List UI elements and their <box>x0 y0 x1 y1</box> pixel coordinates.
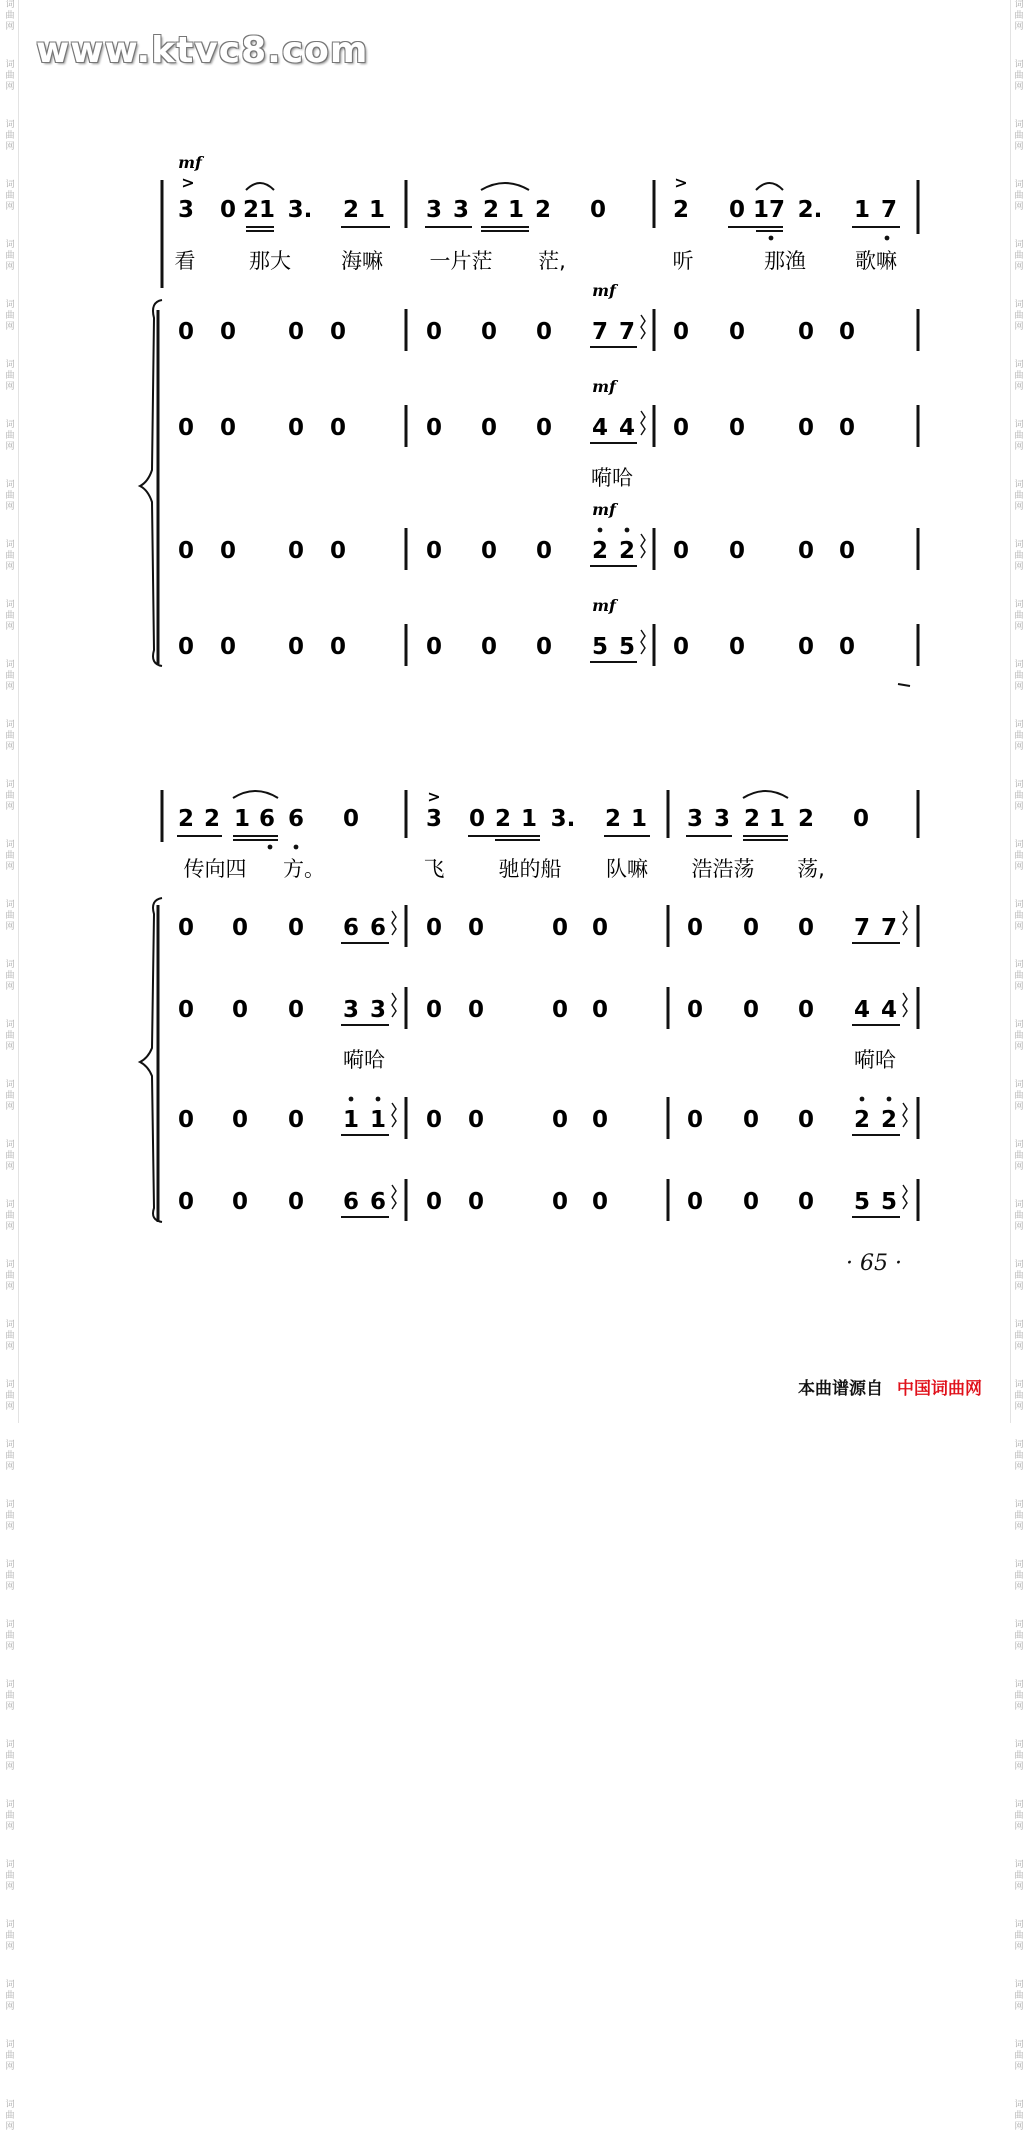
margin-watermark-text: 词 曲 网 <box>5 960 15 992</box>
margin-watermark-text: 词 曲 网 <box>1014 1020 1024 1052</box>
chorus-note: 0 <box>329 415 347 441</box>
margin-watermark-text: 词 曲 网 <box>1014 360 1024 392</box>
melody-note: 6 <box>258 806 276 832</box>
lyric: 看 <box>174 249 196 273</box>
chorus-note: 0 <box>480 538 498 564</box>
chorus-note: 0 <box>177 997 195 1023</box>
chorus-note: 0 <box>535 538 553 564</box>
chorus-note: 0 <box>838 538 856 564</box>
chorus-note: 0 <box>231 915 249 941</box>
lyric: 飞 <box>423 857 445 881</box>
chorus-note: 5 <box>591 634 609 660</box>
chorus-note: 0 <box>467 1189 485 1215</box>
margin-watermark-text: 词 曲 网 <box>1014 1200 1024 1232</box>
accent-mark: > <box>427 787 441 806</box>
chorus-note: 0 <box>329 319 347 345</box>
chorus-note: 0 <box>231 997 249 1023</box>
margin-watermark-text: 词 曲 网 <box>1014 1320 1024 1352</box>
high-octave-dot <box>598 528 603 533</box>
chorus-note: 0 <box>467 915 485 941</box>
low-octave-dot <box>769 236 774 241</box>
margin-watermark-text: 词 曲 网 <box>5 300 15 332</box>
melody-note: 0 <box>219 197 237 223</box>
footer-brand: 中国词曲网 <box>897 1379 982 1399</box>
lyric: 方。 <box>283 857 325 881</box>
melody-note: 2 <box>342 197 360 223</box>
chorus-note: 0 <box>425 1189 443 1215</box>
voice-dynamic: mf <box>592 596 616 615</box>
margin-watermark-text: 词 曲 网 <box>1014 300 1024 332</box>
margin-watermark-text: 词 曲 网 <box>5 1560 15 1592</box>
margin-watermark-text: 词 曲 网 <box>5 1140 15 1172</box>
margin-watermark-text: 词 曲 网 <box>1014 480 1024 512</box>
voice-dynamic: mf <box>592 281 616 300</box>
breath-mark <box>641 315 645 339</box>
melody-note: 1 <box>507 197 525 223</box>
chorus-note: 4 <box>853 997 871 1023</box>
lyric: 队嘛 <box>606 857 648 881</box>
chorus-note: 2 <box>591 538 609 564</box>
chorus-note: 0 <box>480 634 498 660</box>
chorus-note: 0 <box>728 634 746 660</box>
chorus-note: 0 <box>287 1107 305 1133</box>
stray-mark <box>898 684 910 686</box>
breath-mark <box>641 630 645 654</box>
chorus-note: 6 <box>342 1189 360 1215</box>
chorus-note: 0 <box>480 415 498 441</box>
melody-note: 3. <box>550 806 576 832</box>
chorus-note: 0 <box>797 1189 815 1215</box>
slur <box>481 183 529 190</box>
margin-watermark-text: 词 曲 网 <box>5 1860 15 1892</box>
chorus-note: 0 <box>425 915 443 941</box>
margin-watermark-text: 词 曲 网 <box>1014 1680 1024 1712</box>
melody-note: 0 <box>589 197 607 223</box>
melody-note: 3 <box>177 197 195 223</box>
margin-watermark-text: 词 曲 网 <box>5 1320 15 1352</box>
chorus-note: 6 <box>369 1189 387 1215</box>
breath-mark <box>392 911 396 935</box>
chorus-note: 0 <box>591 1107 609 1133</box>
margin-watermark-text: 词 曲 网 <box>1014 1800 1024 1832</box>
chorus-note: 0 <box>219 319 237 345</box>
lyric: 海嘛 <box>341 249 383 273</box>
chorus-note: 0 <box>425 1107 443 1133</box>
melody-note: 17 <box>752 197 786 223</box>
margin-watermark-text: 词 曲 网 <box>1014 1620 1024 1652</box>
high-octave-dot <box>860 1097 865 1102</box>
low-octave-dot <box>294 845 299 850</box>
chorus-note: 3 <box>342 997 360 1023</box>
chorus-note: 0 <box>672 634 690 660</box>
margin-watermark-text: 词 曲 网 <box>5 480 15 512</box>
lyric: 浩浩荡 <box>691 857 755 881</box>
margin-watermark-text: 词 曲 网 <box>5 0 15 32</box>
melody-note: 0 <box>728 197 746 223</box>
margin-watermark-text: 词 曲 网 <box>1014 2100 1024 2132</box>
chorus-note: 0 <box>219 538 237 564</box>
lyric: 传向四 <box>183 857 247 881</box>
margin-watermark-text: 词 曲 网 <box>1014 1740 1024 1772</box>
chorus-note: 0 <box>672 319 690 345</box>
margin-watermark-text: 词 曲 网 <box>1014 1920 1024 1952</box>
chorus-note: 0 <box>467 1107 485 1133</box>
melody-note: 2 <box>203 806 221 832</box>
chorus-note: 0 <box>551 915 569 941</box>
margin-watermark-text: 词 曲 网 <box>5 1920 15 1952</box>
melody-note: 3 <box>713 806 731 832</box>
chorus-note: 0 <box>177 1107 195 1133</box>
chorus-note: 0 <box>425 319 443 345</box>
margin-watermark-text: 词 曲 网 <box>5 420 15 452</box>
margin-watermark-text: 词 曲 网 <box>1014 1980 1024 2012</box>
chorus-note: 0 <box>838 319 856 345</box>
margin-watermark-text: 词 曲 网 <box>1014 1860 1024 1892</box>
melody-note: 21 <box>242 197 276 223</box>
chorus-note: 0 <box>535 415 553 441</box>
chorus-note: 4 <box>618 415 636 441</box>
lyric: 荡, <box>797 857 825 881</box>
margin-watermark-text: 词 曲 网 <box>5 1260 15 1292</box>
margin-watermark-text: 词 曲 网 <box>1014 960 1024 992</box>
chorus-note: 1 <box>342 1107 360 1133</box>
margin-watermark-text: 词 曲 网 <box>5 1800 15 1832</box>
margin-watermark-text: 词 曲 网 <box>1014 1560 1024 1592</box>
chorus-note: 0 <box>329 634 347 660</box>
margin-watermark-text: 词 曲 网 <box>5 1980 15 2012</box>
source-footer <box>798 1374 982 1399</box>
margin-watermark-text: 词 曲 网 <box>1014 660 1024 692</box>
lyric: 歌嘛 <box>855 249 897 273</box>
melody-note: 3 <box>425 806 443 832</box>
margin-watermark-text: 词 曲 网 <box>5 660 15 692</box>
low-octave-dot <box>268 845 273 850</box>
margin-watermark-text: 词 曲 网 <box>5 2100 15 2132</box>
margin-watermark-text: 词 曲 网 <box>5 1080 15 1112</box>
margin-watermark-text: 词 曲 网 <box>5 1740 15 1772</box>
margin-watermark-text: 词 曲 网 <box>1014 420 1024 452</box>
lyric: 听 <box>672 249 694 273</box>
breath-mark <box>903 911 907 935</box>
margin-watermark-text: 词 曲 网 <box>5 840 15 872</box>
margin-watermark-text: 词 曲 网 <box>1014 60 1024 92</box>
breath-mark <box>903 993 907 1017</box>
chorus-note: 2 <box>618 538 636 564</box>
chorus-note: 7 <box>591 319 609 345</box>
melody-note: 1 <box>768 806 786 832</box>
chorus-note: 0 <box>797 319 815 345</box>
melody-note: 1 <box>853 197 871 223</box>
chorus-note: 5 <box>618 634 636 660</box>
margin-watermark-text: 词 曲 网 <box>1014 780 1024 812</box>
margin-watermark-text: 词 曲 网 <box>5 1380 15 1412</box>
chorus-note: 0 <box>425 415 443 441</box>
margin-watermark-text: 词 曲 网 <box>5 540 15 572</box>
chorus-note: 2 <box>880 1107 898 1133</box>
margin-watermark-text: 词 曲 网 <box>5 600 15 632</box>
chorus-note: 0 <box>797 915 815 941</box>
melody-note: 2 <box>743 806 761 832</box>
margin-watermark-text: 词 曲 网 <box>1014 900 1024 932</box>
breath-mark <box>903 1185 907 1209</box>
margin-watermark-text: 词 曲 网 <box>5 2040 15 2072</box>
chorus-note: 0 <box>591 1189 609 1215</box>
chorus-note: 0 <box>742 1107 760 1133</box>
slur <box>246 183 274 190</box>
melody-note: 2 <box>797 806 815 832</box>
breath-mark <box>641 411 645 435</box>
melody-note: 0 <box>852 806 870 832</box>
chorus-note: 0 <box>177 915 195 941</box>
chorus-note: 0 <box>551 1107 569 1133</box>
melody-note: 1 <box>520 806 538 832</box>
chorus-note: 7 <box>853 915 871 941</box>
chorus-note: 0 <box>425 997 443 1023</box>
margin-watermark-text: 词 曲 网 <box>1014 0 1024 32</box>
margin-watermark-text: 词 曲 网 <box>1014 1140 1024 1172</box>
chorus-note: 0 <box>742 997 760 1023</box>
chorus-note: 0 <box>535 319 553 345</box>
chorus-note: 0 <box>686 997 704 1023</box>
margin-watermark-text: 词 曲 网 <box>5 780 15 812</box>
melody-note: 2 <box>494 806 512 832</box>
margin-watermark-text: 词 曲 网 <box>1014 120 1024 152</box>
chorus-note: 0 <box>219 415 237 441</box>
chorus-note: 0 <box>728 538 746 564</box>
chorus-note: 0 <box>287 319 305 345</box>
breath-mark <box>392 993 396 1017</box>
margin-watermark-text: 词 曲 网 <box>5 120 15 152</box>
chorus-note: 6 <box>369 915 387 941</box>
margin-watermark-text: 词 曲 网 <box>5 1020 15 1052</box>
page-number: · 65 · <box>846 1251 902 1276</box>
accent-mark: > <box>181 173 195 192</box>
chorus-note: 5 <box>880 1189 898 1215</box>
margin-watermark-text: 词 曲 网 <box>1014 1260 1024 1292</box>
chorus-note: 0 <box>231 1189 249 1215</box>
chorus-note: 6 <box>342 915 360 941</box>
lyric: 驰的船 <box>498 857 562 881</box>
chorus-note: 0 <box>838 415 856 441</box>
chorus-note: 0 <box>672 415 690 441</box>
chorus-note: 0 <box>425 538 443 564</box>
margin-watermark-text: 词 曲 网 <box>1014 1500 1024 1532</box>
breath-mark <box>641 534 645 558</box>
melody-note: 2 <box>604 806 622 832</box>
chorus-syllable: 嗬哈 <box>591 466 633 490</box>
high-octave-dot <box>376 1097 381 1102</box>
melody-note: 2 <box>672 197 690 223</box>
margin-watermark-text: 词 曲 网 <box>1014 540 1024 572</box>
margin-watermark-text: 词 曲 网 <box>5 900 15 932</box>
slur <box>743 791 788 798</box>
chorus-note: 0 <box>797 634 815 660</box>
high-octave-dot <box>349 1097 354 1102</box>
chorus-note: 0 <box>219 634 237 660</box>
margin-watermark-text: 词 曲 网 <box>1014 240 1024 272</box>
chorus-note: 0 <box>231 1107 249 1133</box>
voice-dynamic: mf <box>592 377 616 396</box>
chorus-note: 0 <box>287 538 305 564</box>
margin-watermark-text: 词 曲 网 <box>1014 2040 1024 2072</box>
chorus-note: 3 <box>369 997 387 1023</box>
chorus-note: 0 <box>591 997 609 1023</box>
chorus-note: 7 <box>618 319 636 345</box>
slur <box>756 183 783 190</box>
chorus-note: 0 <box>797 415 815 441</box>
footer-prefix: 本曲谱源自 <box>798 1379 883 1399</box>
margin-watermark-text: 词 曲 网 <box>5 1200 15 1232</box>
margin-watermark-text: 词 曲 网 <box>5 360 15 392</box>
chorus-note: 0 <box>177 319 195 345</box>
melody-note: 2 <box>177 806 195 832</box>
lyric: 那渔 <box>764 249 806 273</box>
site-watermark: www.ktvc8.com <box>36 30 369 71</box>
margin-watermark-text: 词 曲 网 <box>5 1620 15 1652</box>
chorus-note: 0 <box>728 319 746 345</box>
margin-watermark-text: 词 曲 网 <box>1014 600 1024 632</box>
chorus-note: 0 <box>287 634 305 660</box>
breath-mark <box>903 1103 907 1127</box>
chorus-syllable: 嗬哈 <box>854 1048 896 1072</box>
chorus-note: 0 <box>742 1189 760 1215</box>
margin-watermark-text: 词 曲 网 <box>5 180 15 212</box>
chorus-note: 0 <box>686 1189 704 1215</box>
margin-watermark-text: 词 曲 网 <box>5 1500 15 1532</box>
chorus-note: 0 <box>551 997 569 1023</box>
breath-mark <box>392 1185 396 1209</box>
margin-watermark-text: 词 曲 网 <box>1014 1380 1024 1412</box>
chorus-note: 4 <box>880 997 898 1023</box>
accent-mark: > <box>674 173 688 192</box>
melody-note: 0 <box>468 806 486 832</box>
chorus-note: 7 <box>880 915 898 941</box>
breath-mark <box>392 1103 396 1127</box>
margin-watermark-text: 词 曲 网 <box>1014 1440 1024 1472</box>
lyric: 那大 <box>249 249 291 273</box>
melody-note: 6 <box>287 806 305 832</box>
chorus-note: 0 <box>686 915 704 941</box>
margin-watermark-text: 词 曲 网 <box>5 60 15 92</box>
margin-watermark-text: 词 曲 网 <box>1014 1080 1024 1112</box>
margin-watermark-text: 词 曲 网 <box>5 1680 15 1712</box>
margin-watermark-text: 词 曲 网 <box>1014 840 1024 872</box>
chorus-note: 0 <box>177 1189 195 1215</box>
high-octave-dot <box>887 1097 892 1102</box>
chorus-note: 0 <box>177 415 195 441</box>
melody-note: 1 <box>233 806 251 832</box>
melody-note: 7 <box>880 197 898 223</box>
chorus-note: 1 <box>369 1107 387 1133</box>
chorus-note: 0 <box>287 915 305 941</box>
chorus-note: 0 <box>287 997 305 1023</box>
chorus-note: 0 <box>535 634 553 660</box>
chorus-note: 0 <box>838 634 856 660</box>
chorus-note: 2 <box>853 1107 871 1133</box>
margin-watermark-text: 词 曲 网 <box>1014 180 1024 212</box>
melody-note: 0 <box>342 806 360 832</box>
chorus-note: 0 <box>797 1107 815 1133</box>
chorus-note: 0 <box>480 319 498 345</box>
margin-watermark-text: 词 曲 网 <box>5 240 15 272</box>
melody-note: 3 <box>686 806 704 832</box>
slur <box>233 791 278 798</box>
chorus-note: 0 <box>797 538 815 564</box>
chorus-note: 0 <box>742 915 760 941</box>
lyric: 一片茫 <box>429 249 493 273</box>
chorus-note: 0 <box>672 538 690 564</box>
melody-note: 2 <box>482 197 500 223</box>
lyric: 茫, <box>538 249 566 273</box>
chorus-note: 5 <box>853 1189 871 1215</box>
chorus-note: 0 <box>728 415 746 441</box>
chorus-note: 0 <box>177 634 195 660</box>
melody-note: 1 <box>368 197 386 223</box>
chorus-note: 0 <box>177 538 195 564</box>
margin-watermark-text: 词 曲 网 <box>1014 720 1024 752</box>
chorus-note: 0 <box>797 997 815 1023</box>
chorus-note: 0 <box>591 915 609 941</box>
chorus-note: 4 <box>591 415 609 441</box>
chorus-note: 0 <box>467 997 485 1023</box>
melody-note: 3 <box>452 197 470 223</box>
chorus-note: 0 <box>425 634 443 660</box>
margin-watermark-text: 词 曲 网 <box>5 720 15 752</box>
voice-dynamic: mf <box>592 500 616 519</box>
chorus-syllable: 嗬哈 <box>343 1048 385 1072</box>
chorus-note: 0 <box>329 538 347 564</box>
low-octave-dot <box>885 236 890 241</box>
melody-note: 2. <box>797 197 823 223</box>
chorus-note: 0 <box>686 1107 704 1133</box>
chorus-note: 0 <box>287 1189 305 1215</box>
margin-watermark-text: 词 曲 网 <box>5 1440 15 1472</box>
high-octave-dot <box>625 528 630 533</box>
chorus-note: 0 <box>551 1189 569 1215</box>
melody-note: 1 <box>630 806 648 832</box>
melody-note: 3. <box>287 197 313 223</box>
chorus-note: 0 <box>287 415 305 441</box>
melody-note: 2 <box>534 197 552 223</box>
melody-dynamic: mf <box>178 153 202 172</box>
melody-note: 3 <box>425 197 443 223</box>
